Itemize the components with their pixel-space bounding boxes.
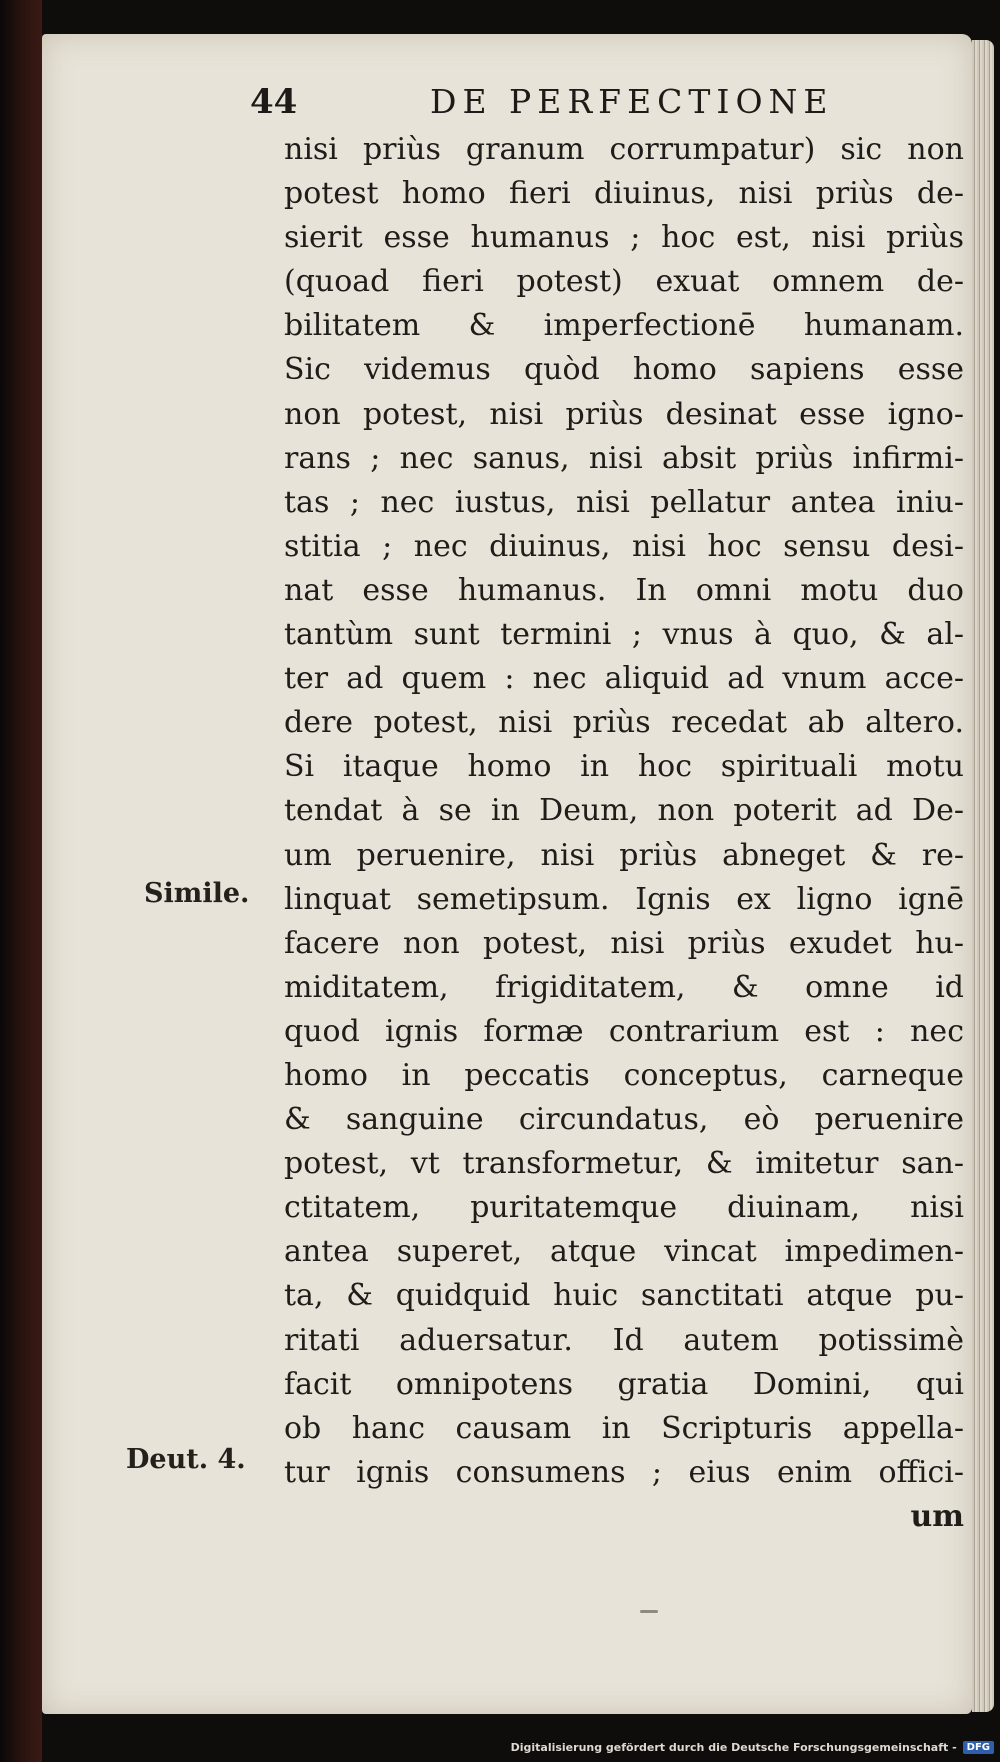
marginal-note-simile: Simile.	[144, 878, 250, 909]
page-edge	[972, 40, 994, 1712]
running-head	[250, 82, 870, 128]
dfg-logo: DFG	[963, 1741, 994, 1754]
text-line: potest homo fieri diuinus, nisi priùs de-	[284, 176, 964, 212]
text-line: nisi priùs granum corrumpatur) sic non	[284, 132, 964, 167]
text-line: miditatem, frigiditatem, & omne id	[284, 969, 964, 1005]
text-line: tur ignis consumens ; eius enim offici-	[284, 1454, 964, 1490]
text-line: ta, & quidquid huic sanctitati atque pu-	[284, 1278, 964, 1314]
text-line: um peruenire, nisi priùs abneget & re-	[284, 837, 964, 873]
text-line: linquat semetipsum. Ignis ex ligno ignē	[284, 881, 964, 917]
text-line: sierit esse humanus ; hoc est, nisi priùs	[284, 220, 964, 256]
text-line: homo in peccatis conceptus, carneque	[284, 1057, 964, 1093]
text-line: Si itaque homo in hoc spirituali motu	[284, 749, 964, 785]
running-title: DE PERFECTIONE	[430, 82, 834, 121]
page-number: 44	[250, 82, 298, 122]
marginal-note-deut: Deut. 4.	[126, 1444, 246, 1475]
text-line: potest, vt transformetur, & imitetur san-	[284, 1146, 964, 1182]
text-line: facit omnipotens gratia Domini, qui	[284, 1366, 964, 1402]
catchword: um	[910, 1498, 964, 1534]
book-binding	[0, 0, 42, 1762]
text-line: dere potest, nisi priùs recedat ab altero.	[284, 705, 964, 741]
footer-text: Digitalisierung gefördert durch die Deutsche Forschungsgemeinschaft -	[510, 1740, 957, 1754]
text-line: tas ; nec iustus, nisi pellatur antea iniu-	[284, 484, 964, 520]
text-line: bilitatem & imperfectionē humanam.	[284, 308, 964, 344]
text-line: nat esse humanus. In omni motu duo	[284, 572, 964, 608]
text-line: Sic videmus quòd homo sapiens esse	[284, 352, 964, 388]
text-line: ctitatem, puritatemque diuinam, nisi	[284, 1190, 964, 1226]
page-mark	[640, 1610, 658, 1613]
text-line: (quoad fieri potest) exuat omnem de-	[284, 264, 964, 300]
text-line: tantùm sunt termini ; vnus à quo, & al-	[284, 617, 964, 653]
text-line: stitia ; nec diuinus, nisi hoc sensu desi-	[284, 528, 964, 564]
text-line: & sanguine circundatus, eò peruenire	[284, 1102, 964, 1138]
body-text	[284, 128, 964, 1539]
text-line: ob hanc causam in Scripturis appella-	[284, 1410, 964, 1446]
text-line: quod ignis formæ contrarium est : nec	[284, 1013, 964, 1049]
text-line: non potest, nisi priùs desinat esse igno-	[284, 396, 964, 432]
text-line: ter ad quem : nec aliquid ad vnum acce-	[284, 661, 964, 697]
text-line: ritati aduersatur. Id autem potissimè	[284, 1322, 964, 1358]
text-line: tendat à se in Deum, non poterit ad De-	[284, 793, 964, 829]
text-line: facere non potest, nisi priùs exudet hu-	[284, 925, 964, 961]
text-line: antea superet, atque vincat impedimen-	[284, 1234, 964, 1270]
text-line: rans ; nec sanus, nisi absit priùs infirmi-	[284, 440, 964, 476]
digitization-footer	[511, 1738, 994, 1756]
